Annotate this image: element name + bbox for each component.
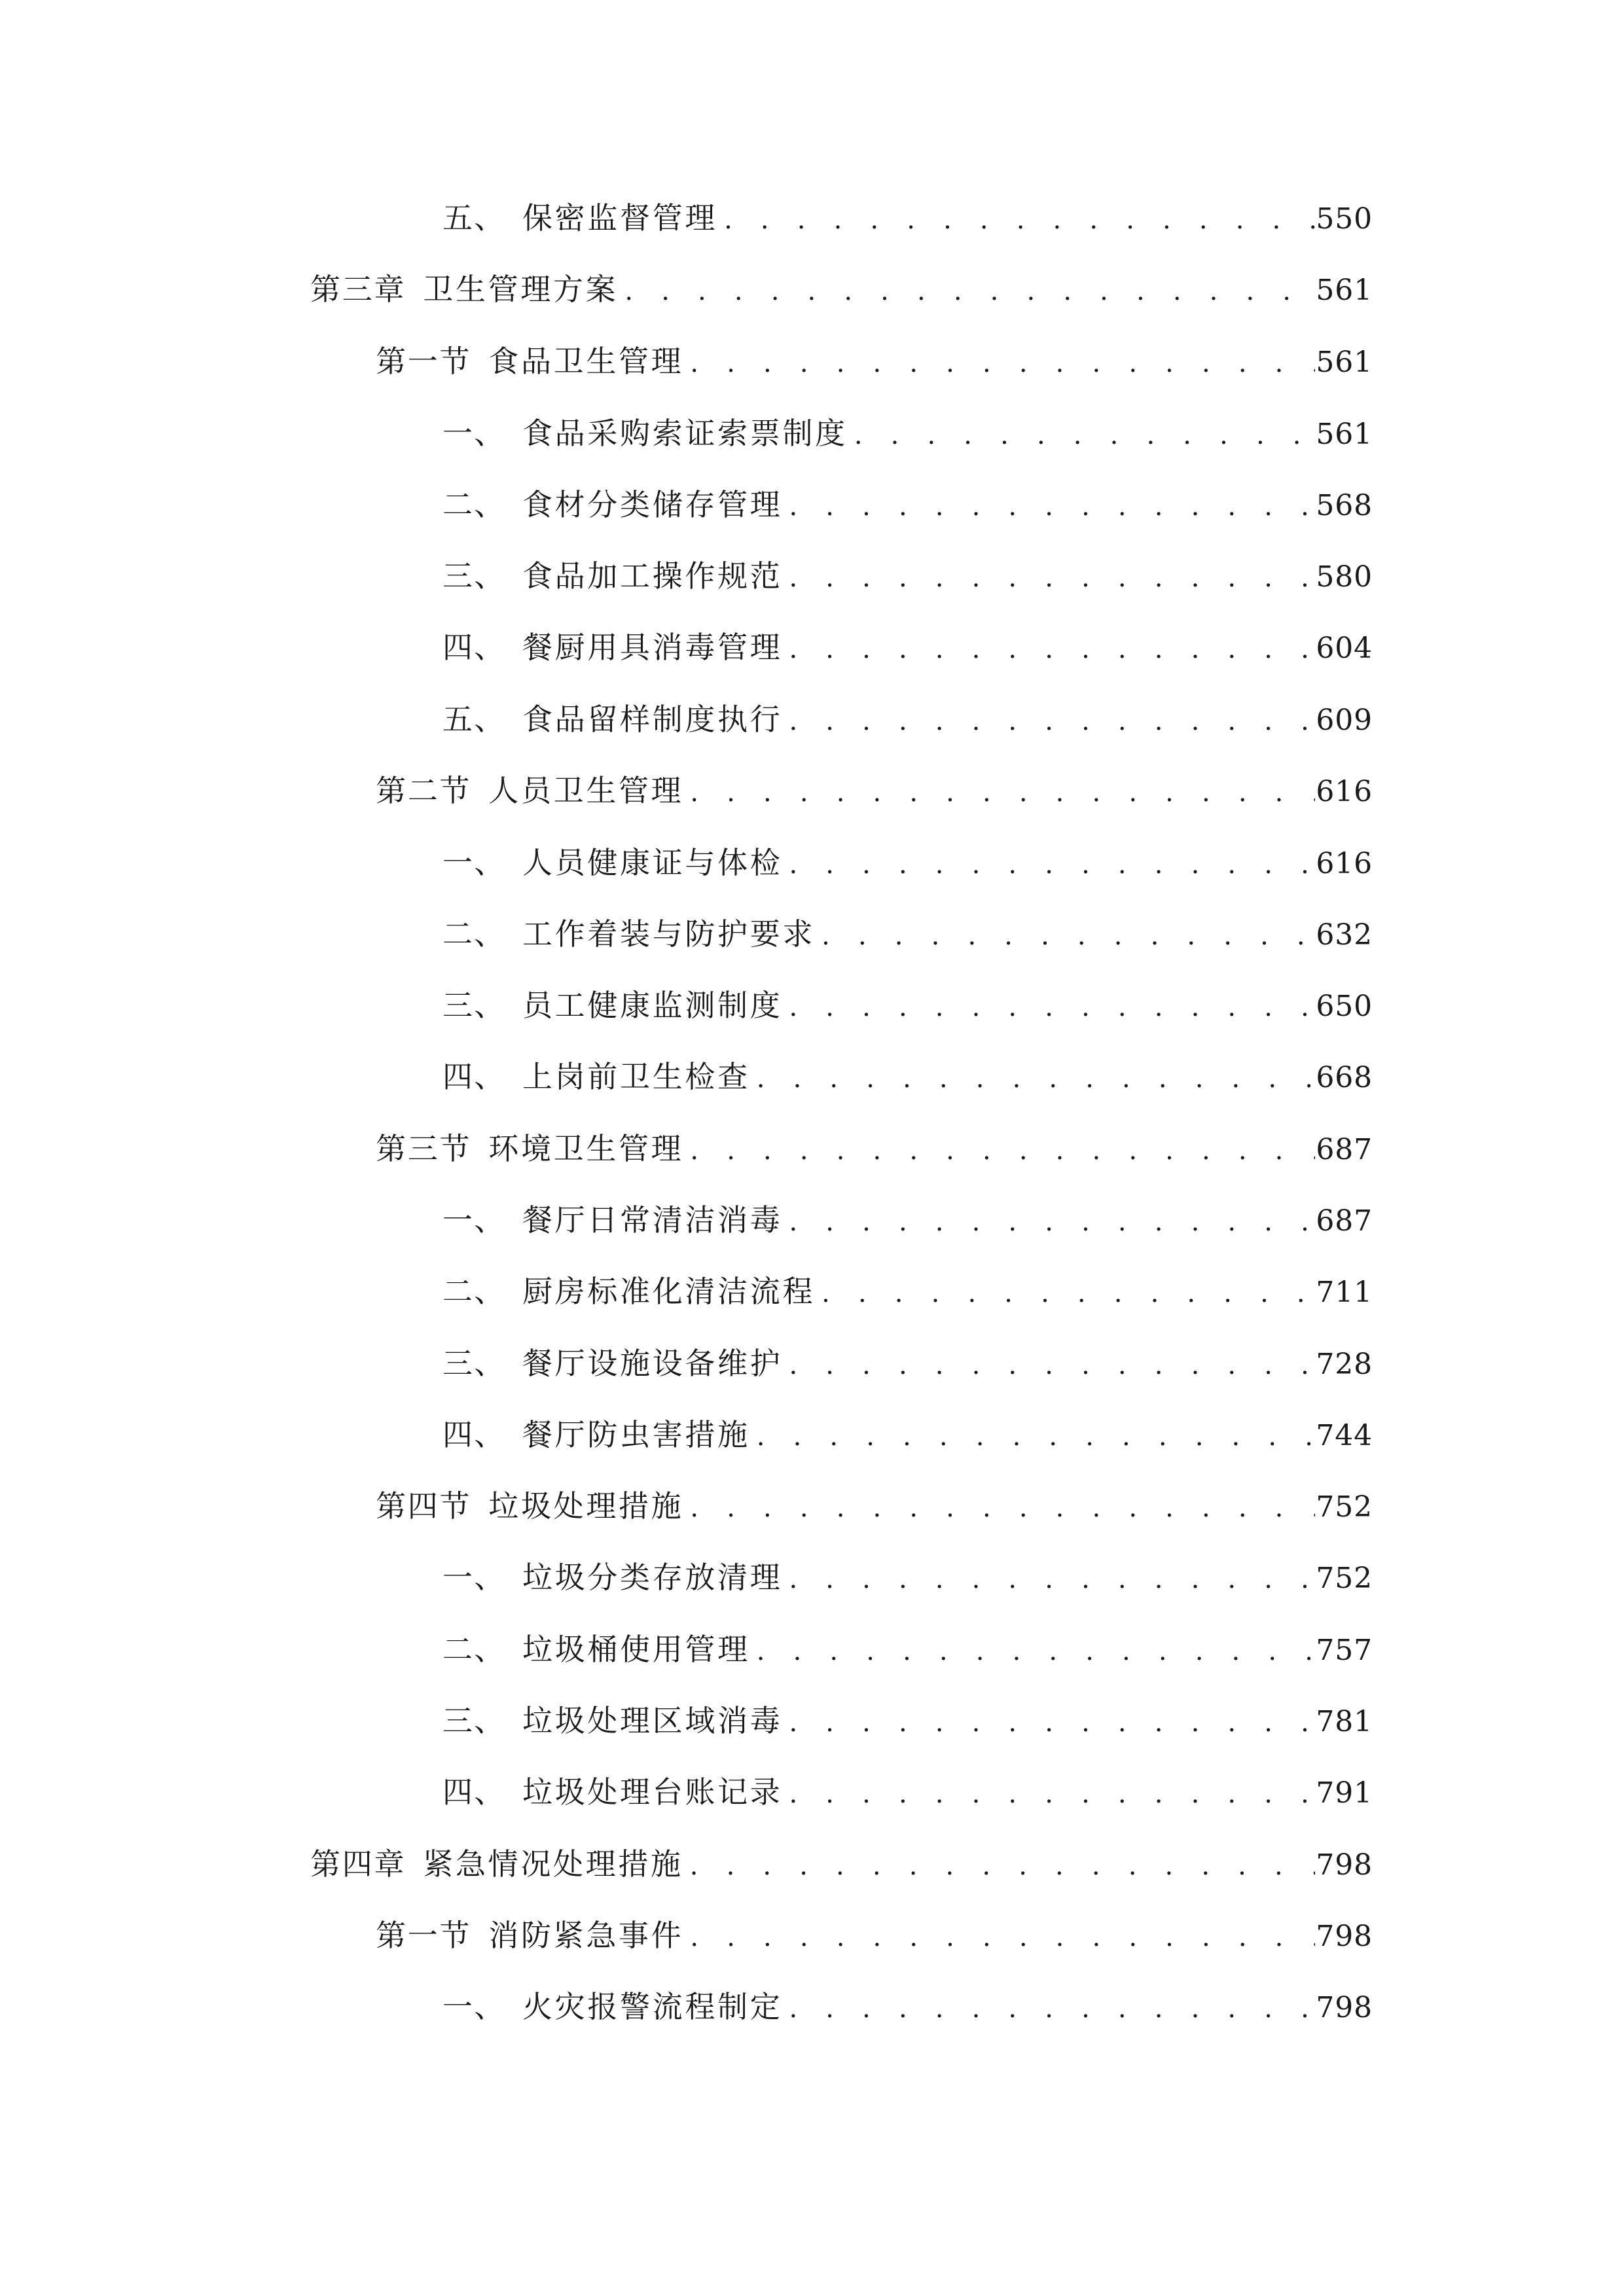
toc-entry-page-number: 561 [1316,346,1373,379]
toc-entry[interactable] [442,836,1373,889]
toc-entry-title: 厨房标准化清洁流程 [522,1274,816,1309]
toc-entry-title: 餐厅日常清洁消毒 [522,1202,783,1238]
toc-entry-title: 员工健康监测制度 [522,988,783,1023]
toc-entry-page-number: 798 [1316,1920,1373,1953]
toc-entry-number: 三、 [442,1703,506,1738]
toc-entry-title: 食品卫生管理 [488,344,684,379]
toc-dot-leader [782,1553,1315,1605]
toc-entry-page-number: 650 [1316,990,1373,1023]
toc-entry-number: 四、 [442,1059,506,1094]
toc-dot-leader [683,1482,1315,1534]
toc-entry-page-number: 752 [1316,1490,1373,1524]
toc-dot-leader [683,1911,1315,1964]
toc-entry-page-number: 687 [1316,1133,1373,1166]
toc-entry-page-number: 728 [1316,1348,1373,1381]
toc-entry[interactable] [442,550,1373,602]
toc-entry-page-number: 687 [1316,1204,1373,1238]
toc-entry[interactable] [442,621,1373,673]
toc-entry-page-number: 568 [1316,489,1373,522]
toc-dot-leader [782,695,1315,747]
toc-entry[interactable] [442,693,1373,745]
toc-dot-leader [618,265,1315,317]
toc-dot-leader [815,910,1315,962]
toc-entry[interactable] [310,1838,1373,1890]
toc-dot-leader [815,1267,1315,1319]
toc-entry-number: 五、 [442,200,506,236]
toc-entry-title: 垃圾处理台账记录 [522,1774,783,1810]
toc-dot-leader [782,552,1315,604]
toc-dot-leader [782,1196,1315,1248]
toc-entry-number: 二、 [442,487,506,522]
toc-dot-leader [782,1696,1315,1749]
toc-entry-title: 垃圾处理区域消毒 [522,1703,783,1738]
toc-dot-leader [782,480,1315,533]
toc-entry-page-number: 781 [1316,1705,1373,1738]
toc-entry[interactable] [442,1766,1373,1818]
toc-entry[interactable] [376,1122,1373,1175]
toc-entry-title: 食品加工操作规范 [522,558,783,594]
toc-entry-page-number: 561 [1316,274,1373,307]
toc-entry-number: 二、 [442,916,506,952]
toc-entry-number: 三、 [442,988,506,1023]
toc-dot-leader [750,1625,1315,1677]
toc-dot-leader [717,194,1315,246]
toc-entry-number: 第一节 [376,1918,472,1953]
toc-dot-leader [683,337,1315,389]
toc-entry-title: 环境卫生管理 [488,1131,684,1166]
toc-entry[interactable] [442,1337,1373,1390]
toc-entry[interactable] [442,1695,1373,1747]
toc-entry-number: 第四节 [376,1488,472,1524]
toc-entry-number: 一、 [442,1989,506,2024]
toc-entry[interactable] [442,1408,1373,1461]
toc-entry-title: 上岗前卫生检查 [522,1059,750,1094]
toc-entry-title: 保密监督管理 [522,200,718,236]
toc-entry-page-number: 561 [1316,418,1373,451]
toc-entry-title: 食材分类储存管理 [522,487,783,522]
toc-dot-leader [782,1768,1315,1820]
toc-entry-title: 垃圾处理措施 [488,1488,684,1524]
toc-entry-title: 消防紧急事件 [488,1918,684,1953]
toc-entry-page-number: 798 [1316,1991,1373,2024]
toc-dot-leader [782,1339,1315,1391]
toc-entry-title: 垃圾桶使用管理 [522,1632,750,1667]
toc-entry-page-number: 798 [1316,1848,1373,1882]
toc-entry-title: 卫生管理方案 [423,272,619,307]
toc-entry-number: 一、 [442,1560,506,1595]
toc-entry-title: 人员卫生管理 [488,773,684,808]
toc-entry-number: 一、 [442,416,506,451]
toc-entry-page-number: 580 [1316,560,1373,594]
toc-entry[interactable] [442,1265,1373,1318]
toc-entry-page-number: 604 [1316,632,1373,665]
toc-entry-title: 火灾报警流程制定 [522,1989,783,2024]
toc-entry-page-number: 616 [1316,847,1373,880]
toc-dot-leader [683,1840,1315,1892]
toc-entry-number: 五、 [442,702,506,737]
toc-entry-number: 第三章 [310,272,406,307]
toc-dot-leader [750,1410,1315,1463]
toc-dot-leader [782,981,1315,1033]
toc-entry-number: 一、 [442,845,506,880]
toc-entry-page-number: 752 [1316,1562,1373,1595]
toc-entry[interactable] [310,263,1373,315]
toc-entry[interactable] [376,335,1373,387]
toc-entry[interactable] [376,764,1373,817]
toc-entry[interactable] [442,1981,1373,2033]
toc-entry[interactable] [442,407,1373,459]
toc-entry-number: 三、 [442,1346,506,1381]
toc-entry-title: 食品采购索证索票制度 [522,416,848,451]
toc-entry-page-number: 616 [1316,775,1373,808]
toc-entry[interactable] [376,1480,1373,1532]
toc-entry-number: 第四章 [310,1846,406,1882]
toc-entry-page-number: 711 [1316,1276,1373,1309]
toc-entry-page-number: 609 [1316,704,1373,737]
toc-dot-leader [683,766,1315,819]
toc-entry-number: 第一节 [376,344,472,379]
toc-entry-number: 二、 [442,1632,506,1667]
toc-entry-page-number: 757 [1316,1634,1373,1667]
toc-entry[interactable] [442,192,1373,244]
toc-entry-title: 垃圾分类存放清理 [522,1560,783,1595]
toc-entry[interactable] [442,1194,1373,1246]
toc-entry-number: 四、 [442,1417,506,1452]
toc-dot-leader [782,623,1315,675]
toc-entry-title: 餐厅设施设备维护 [522,1346,783,1381]
toc-entry-page-number: 791 [1316,1776,1373,1810]
toc-entry-number: 三、 [442,558,506,594]
toc-entry-title: 餐厅防虫害措施 [522,1417,750,1452]
toc-entry-title: 餐厨用具消毒管理 [522,630,783,665]
toc-entry[interactable] [442,1623,1373,1676]
toc-entry-page-number: 632 [1316,918,1373,952]
toc-entry-page-number: 744 [1316,1419,1373,1452]
toc-entry-page-number: 668 [1316,1061,1373,1094]
toc-entry-title: 食品留样制度执行 [522,702,783,737]
toc-entry-title: 工作着装与防护要求 [522,916,816,952]
toc-entry-title: 紧急情况处理措施 [423,1846,683,1882]
toc-entry-number: 第二节 [376,773,472,808]
toc-dot-leader [750,1052,1315,1105]
toc-entry-number: 四、 [442,630,506,665]
toc-dot-leader [683,1124,1315,1177]
toc-entry[interactable] [376,1909,1373,1962]
toc-entry-number: 一、 [442,1202,506,1238]
toc-entry[interactable] [442,1551,1373,1604]
toc-entry[interactable] [442,908,1373,960]
toc-entry-title: 人员健康证与体检 [522,845,783,880]
toc-dot-leader [782,1982,1315,2035]
toc-entry[interactable] [442,478,1373,531]
toc-entry-page-number: 550 [1316,202,1373,236]
toc-dot-leader [782,838,1315,891]
toc-entry-number: 第三节 [376,1131,472,1166]
toc-entry[interactable] [442,1050,1373,1103]
toc-entry-number: 四、 [442,1774,506,1810]
toc-dot-leader [848,409,1315,461]
toc-entry[interactable] [442,979,1373,1031]
toc-entry-number: 二、 [442,1274,506,1309]
